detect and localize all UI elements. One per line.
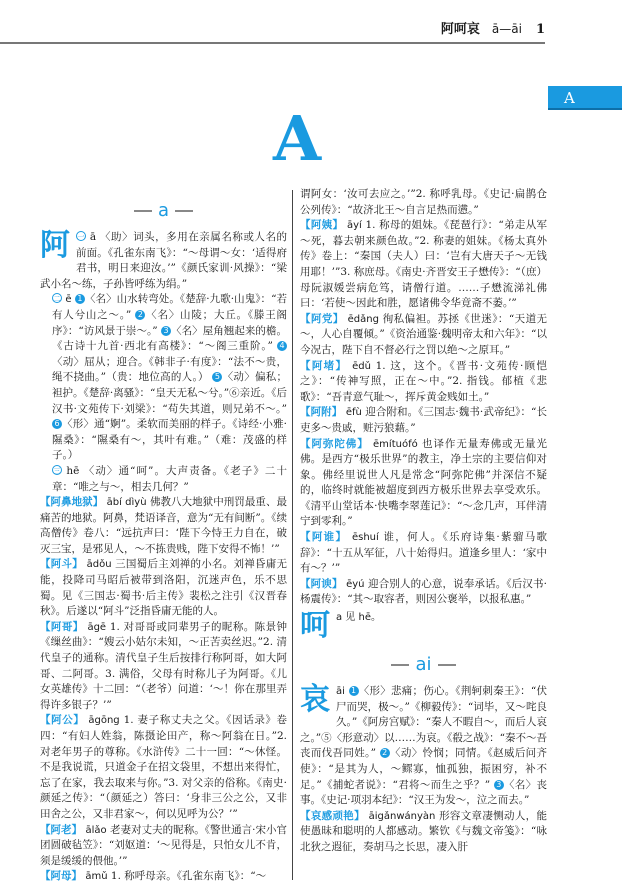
sense-number-icon: 2 bbox=[380, 748, 390, 758]
sense-number-icon: 6 bbox=[52, 419, 62, 429]
headword-entry-ai: 哀 āi 1 〈形〉悲痛；伤心。《荆轲刺秦王》：“伏尸而哭，极～。”《柳毅传》：“词毕，又～咤良久。”《阿房宫赋》：“秦人不暇自～，而后人哀之。”⑤〈形意动〉以……为哀。《殽之战》：“秦不～吾丧而伐吾同姓。” 2 〈动〉怜悯；同情。《赵威后问齐使》：“是其为人，～鳏寡，恤孤独，振困穷，补不足。”《捕蛇者说》：“君将～而生之乎？” 3 〈名〉丧事。《史记·项羽本纪》：“汉王为发～，泣之而去。” bbox=[300, 682, 548, 807]
sense-number-icon: 5 bbox=[212, 372, 222, 382]
reading-1: ā 〈助〉词头，多用在亲属名称或人名的前面。《孔雀东南飞》：“～母谓～女：‘适得府君书，明日来迎汝。’”《颜氏家训·风操》：“梁武小名～练，子孙皆呼练为绢。” bbox=[40, 231, 287, 290]
headword-entry-he: 呵 a 见 hē。 bbox=[300, 610, 381, 643]
compound-entry: 【阿鼻地狱】 ābí dìyù 佛教八大地狱中刑罚最重、最痛苦的地狱。阿鼻，梵语译音，意为“无有间断”。《续高僧传》卷八：“远抗声曰：‘陛下今恃王力自在，破灭三宝，是邪见人，～不拣贵贱，陛下安得不怖！’” bbox=[40, 496, 287, 555]
letter-thumb-tab[interactable]: A bbox=[548, 86, 622, 110]
compound-entry: 【阿姨】 āyí 1. 称母的姐妹。《琵琶行》：“弟走从军～死，暮去朝来颜色故。”2. 称妻的姐妹。《杨太真外传》卷上：“秦国（夫人）曰：‘岂有大唐天子～无钱用耶！’”3. 称庶母。《南史·齐晋安王子懋传》：“（庶）母阮淑媛尝病危笃，请僧行道。……子懋流涕礼佛曰：‘若使～因此和胜，愿诸佛令华竟斋不萎。’” bbox=[300, 219, 548, 310]
compound-entry: 【阿党】 ēdǎng 徇私偏袒。苏拯《世迷》：“天道无～，人心自覆倾。”《资治通鉴·魏明帝太和六年》：“以今况古，陛下自不督必行之罚以绝～之原耳。” bbox=[300, 312, 548, 356]
compound-entry: 【阿附】 ēfù 迎合附和。《三国志·魏书·武帝纪》：“长吏多～贵戚，赃污狼藉。” bbox=[300, 406, 548, 434]
compound-entry: 【阿弥陀佛】 ēmítuófó 也译作无量寿佛或无量光佛。是西方“极乐世界”的教主，净土宗的主要信仰对象。佛经里说世人凡是常念“阿弥陀佛”并深信不疑的，临终时就能被超度到西方极乐世界去享受欢乐。《清平山堂话本·快嘴李翠莲记》：“～念几声，耳伴清宁到零利。” bbox=[300, 437, 548, 528]
headword: 阿 bbox=[40, 228, 70, 263]
running-head bbox=[410, 18, 545, 42]
sense-number-icon: 1 bbox=[75, 294, 85, 304]
compound-entry: 【阿公】 āgōng 1. 妻子称丈夫之父。《因话录》卷四：“有妇人姓翁，陈摄论田产，称～阿翁在日。”2. 对老年男子的尊称。《水浒传》二十一回：“～休怪。不是我说谎，只道金子在招文袋里，不想出来得忙，忘了在家，我去取来与你。”3. 对父亲的俗称。《南史·颜延之传》：“（颜延之）答曰：‘身非三公之公，又非田舍之公，又非君家～，何以见呼为公？’” bbox=[40, 714, 288, 820]
sense-number-icon: 4 bbox=[277, 341, 287, 351]
syllable-heading-ai: ai bbox=[300, 652, 547, 678]
sense-number-icon: 1 bbox=[349, 686, 359, 696]
sense-number-icon: 2 bbox=[135, 310, 145, 320]
running-head-pinyin: ā—āi bbox=[491, 22, 522, 36]
column-divider bbox=[292, 190, 293, 880]
compound-entry: 【阿堵】 ēdǔ 1. 这，这个。《晋书·文苑传·顾恺之》：“传神写照，正在～中。”2. 指钱。郁植《悲歌》：“吾青意气耻～，挥斥黄金贱如土。” bbox=[300, 359, 548, 403]
compound-entry: 【阿老】 ālǎo 老妻对丈夫的昵称。《警世通言·宋小官团圆破毡笠》：“刘妪道：‘～见得是，只怕女儿不肯，须是缓缓的偎他。’” bbox=[40, 823, 288, 867]
dash-left bbox=[391, 664, 409, 666]
reading-marker-1: 一 bbox=[77, 233, 85, 241]
compound-entry: 【阿母】 āmǔ 1. 称呼母亲。《孔雀东南飞》：“～ bbox=[40, 870, 267, 883]
compound-entry: 【哀感顽艳】 āigǎnwányàn 形容文章凄恻动人，能使愚昧和聪明的人都感动。繁钦《与魏文帝笺》：“咏北狄之遐征，奏胡马之长思，凄入肝 bbox=[300, 809, 548, 853]
left-column bbox=[40, 196, 287, 885]
page-number: 1 bbox=[535, 22, 545, 37]
compound-entry: 【阿谁】 ēshuí 谁，何人。《乐府诗集·紫骝马歌辞》：“十五从军征，八十始得归。道逢乡里人：‘家中有～？’” bbox=[300, 531, 548, 575]
headword: 呵 bbox=[300, 610, 330, 643]
right-column bbox=[300, 187, 547, 856]
reading-2: 二 ē 1 〈名〉山水转弯处。《楚辞·九歌·山鬼》：“若有人兮山之～。” 2 〈名〉山陵；大丘。《滕王阁序》：“访风景于崇～。” 3 〈名〉屋角翘起来的檐。《古诗十九首·西北有高楼》：“～阁三重阶。” 4〈动〉屈从；迎合。《韩非子·有度》：“法不～贵，绳不挠曲。”（贵：地位高的人。） 5 〈动〉偏私；袒护。《楚辞·离骚》：“皇天无私～兮。”⑥亲近。《后汉书·文苑传下·刘梁》：“苟失其道，则兄弟不～。” 6 〈形〉通“婀”。柔软而美丽的样子。《诗经·小雅·隰桑》：“隰桑有～，其叶有难。”（难：茂盛的样子。） bbox=[52, 293, 288, 462]
running-head-chars: 阿呵哀 bbox=[440, 22, 480, 37]
header-rule bbox=[0, 42, 545, 44]
syllable-heading-a: a bbox=[40, 198, 287, 224]
dash-right bbox=[438, 664, 456, 666]
reading-3: 三 hē 〈动〉通“呵”。大声责备。《老子》二十章：“唯之与～，相去几何？” bbox=[52, 464, 287, 493]
dash-left bbox=[134, 210, 152, 212]
sense-number-icon: 3 bbox=[494, 780, 504, 790]
continuation-text: 谓阿女：‘汝可去应之。’”2. 称呼乳母。《史记·扁鹊仓公列传》：“故济北王～自言足热而懑。” bbox=[300, 188, 547, 216]
dash-right bbox=[175, 210, 193, 212]
sense-number-icon: 3 bbox=[161, 326, 171, 336]
compound-entry: 【阿谀】 ēyú 迎合别人的心意，说奉承话。《后汉书·杨震传》：“其～取容者，则因公褒举，以报私惠。” bbox=[300, 577, 548, 606]
headword: 哀 bbox=[300, 682, 330, 718]
compound-entry: 【阿斗】 ādǒu 三国蜀后主刘禅的小名。刘禅昏庸无能，投降司马昭后被带到洛阳，沉迷声色，乐不思蜀。见《三国志·蜀书·后主传》裴松之注引《汉晋春秋》。后遂以“阿斗”泛指昏庸无能的人。 bbox=[40, 558, 288, 618]
headword-entry-a bbox=[40, 230, 287, 292]
section-letter: A bbox=[272, 102, 322, 175]
compound-entry: 【阿哥】 āgē 1. 对哥哥或同辈男子的昵称。陈景钟《缫丝曲》：“嫂云小姑尔未知，～正苦卖丝迟。”2. 清代皇子的通称。清代皇子生后按排行称阿哥，如大阿哥、二阿哥。3. 满俗，父母有时称儿子为阿哥。《儿女英雄传》十二回：“（老爷）问道：‘～！你在那里弄得许多银子？’” bbox=[40, 620, 288, 711]
